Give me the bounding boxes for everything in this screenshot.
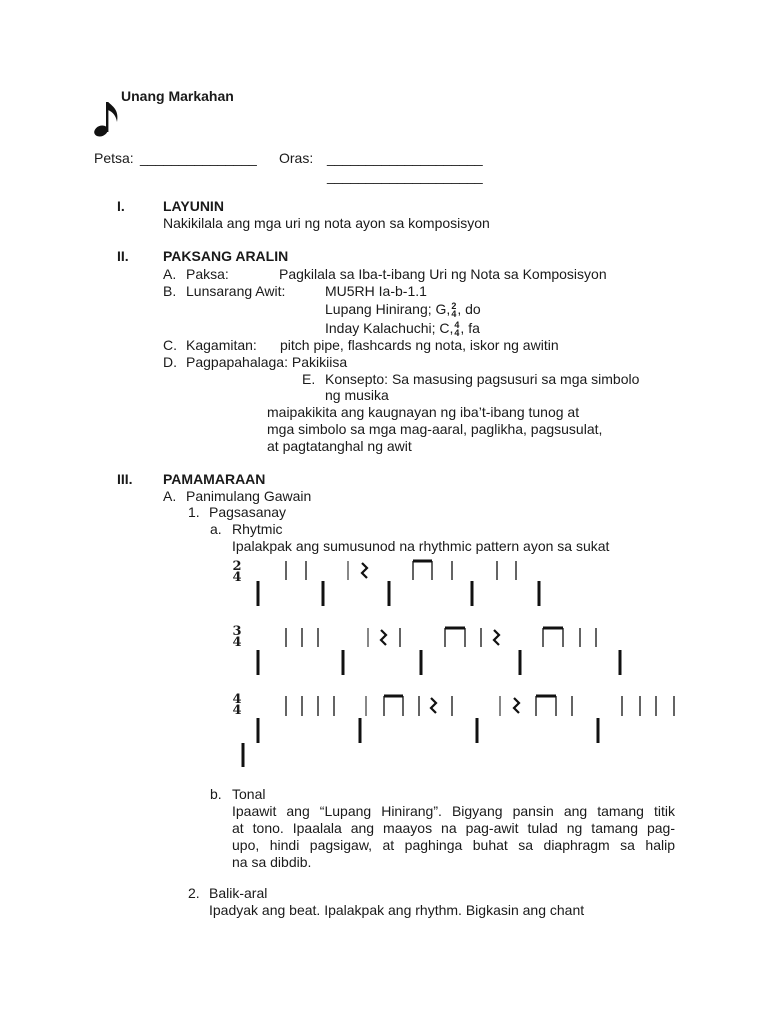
quarter-rest: [514, 698, 519, 713]
values-text: Pagpapahalaga: Pakikiisa: [186, 354, 348, 370]
list-letter: E.: [302, 371, 316, 387]
time-signature: 2 4: [451, 301, 457, 320]
list-number: 1.: [188, 504, 200, 520]
time-signature: 4 4: [454, 320, 460, 339]
list-letter: a.: [210, 521, 222, 537]
song-code: MU5RH Ia-b-1.1: [325, 283, 427, 299]
subsection-label: Panimulang Gawain: [186, 488, 312, 504]
topic-label: Paksa:: [186, 266, 229, 282]
song-1-title: Lupang Hinirang; G,: [325, 301, 451, 317]
song-1-key: , do: [457, 301, 481, 317]
materials-label: Kagamitan:: [186, 337, 257, 353]
song-2-key: , fa: [460, 320, 480, 336]
activity-label: Tonal: [232, 786, 266, 802]
tonal-line: Ipaawit ang “Lupang Hinirang”. Bigyang pansin ang tamang titik: [232, 803, 675, 819]
list-letter: C.: [163, 337, 177, 353]
review-text: Ipadyak ang beat. Ipalakpak ang rhythm. Bigkasin ang chant: [209, 902, 585, 918]
tonal-line: upo, hindi pagsigaw, at paghinga buhat sa diaphragm sa halip: [232, 837, 675, 853]
date-label: Petsa:: [94, 150, 134, 166]
list-letter: A.: [163, 488, 177, 504]
quarter-rest: [431, 698, 436, 713]
time-blank-1: ____________________: [327, 150, 483, 166]
section-numeral: III.: [117, 471, 133, 487]
materials-value: pitch pipe, flashcards ng nota, iskor ng awitin: [280, 337, 559, 353]
concept-line: mga simbolo sa mga mag-aaral, paglikha, pagsusulat,: [267, 421, 603, 437]
list-letter: D.: [163, 354, 177, 370]
concept-line: at pagtatanghal ng awit: [267, 438, 412, 454]
list-letter: B.: [163, 283, 177, 299]
quarter-rest: [362, 563, 367, 578]
objective-text: Nakikilala ang mga uri ng nota ayon sa komposisyon: [163, 215, 490, 231]
time-label: Oras:: [279, 150, 314, 166]
time-blank-2: ____________________: [327, 168, 483, 184]
step-label: Balik-aral: [209, 885, 268, 901]
quarter-rest: [494, 630, 499, 645]
quarter-rest: [381, 630, 386, 645]
step-label: Pagsasanay: [209, 504, 287, 520]
concept-line: maipakikita ang kaugnayan ng iba’t-ibang tunog at: [267, 404, 580, 420]
concept-line: ng musika: [325, 387, 389, 403]
section-numeral: II.: [117, 248, 129, 264]
section-heading: LAYUNIN: [163, 198, 224, 214]
song-label: Lunsarang Awit:: [186, 283, 286, 299]
quarter-title: Unang Markahan: [121, 88, 234, 104]
time-signature: 2 4: [232, 559, 242, 585]
section-numeral: I.: [117, 198, 125, 214]
topic-value: Pagkilala sa Iba-t-ibang Uri ng Nota sa Komposisyon: [279, 266, 607, 282]
tonal-line: na sa dibdib.: [232, 854, 312, 870]
time-signature: 4 4: [232, 692, 242, 718]
concept-line: Konsepto: Sa masusing pagsusuri sa mga simbolo: [325, 371, 640, 387]
time-signature: 3 4: [232, 624, 242, 650]
list-number: 2.: [188, 885, 200, 901]
list-letter: A.: [163, 266, 177, 282]
date-blank: _______________: [140, 150, 257, 166]
activity-label: Rhytmic: [232, 521, 283, 537]
song-2-title: Inday Kalachuchi; C,: [325, 320, 454, 336]
activity-instruction: Ipalakpak ang sumusunod na rhythmic pattern ayon sa sukat: [232, 538, 610, 554]
section-heading: PAMAMARAAN: [163, 471, 266, 487]
section-heading: PAKSANG ARALIN: [163, 248, 289, 264]
tonal-line: at tono. Ipaalala ang maayos na pag-awit tulad ng tamang pag-: [232, 820, 675, 836]
list-letter: b.: [210, 786, 222, 802]
